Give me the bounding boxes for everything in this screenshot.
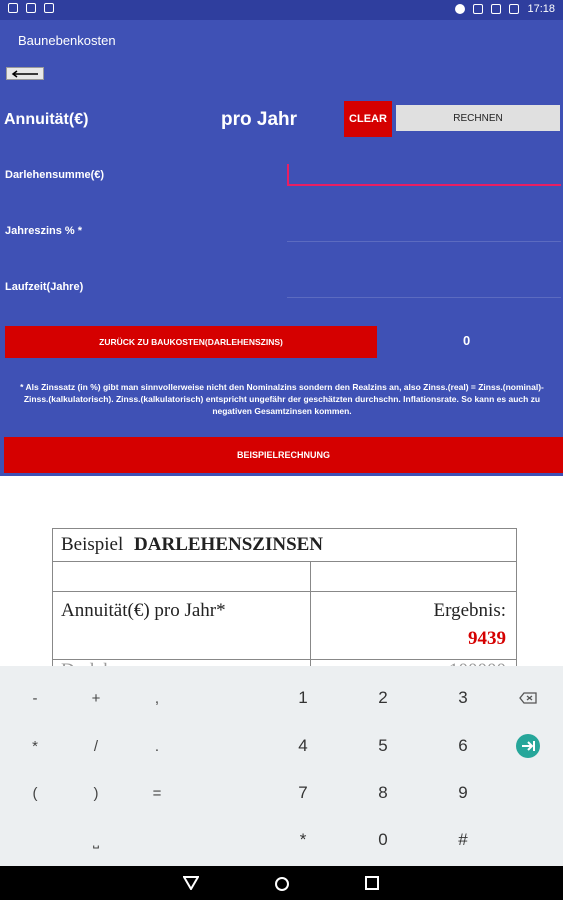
zins-label: Jahreszins % * [5, 225, 83, 237]
settings-icon [44, 3, 54, 13]
key-4[interactable]: 4 [298, 736, 308, 755]
key-hash[interactable]: # [458, 830, 468, 849]
key-3[interactable]: 3 [458, 688, 468, 707]
app-bar [0, 20, 563, 64]
next-arrow-icon [516, 734, 540, 758]
zins-input[interactable] [287, 220, 561, 242]
darlehen-input[interactable] [287, 164, 561, 186]
key-asterisk[interactable]: * [32, 737, 38, 755]
example-table [52, 528, 517, 683]
recents-nav-icon[interactable] [365, 876, 379, 890]
table-cell [53, 562, 311, 592]
beispielrechnung-button[interactable]: BEISPIELRECHNUNG [4, 437, 563, 473]
key-9[interactable]: 9 [458, 783, 468, 802]
key-8[interactable]: 8 [378, 783, 388, 802]
darlehen-label: Darlehensumme(€) [5, 169, 105, 181]
annuitat-label: Annuität(€) [4, 111, 89, 128]
key-open-paren[interactable]: ( [32, 784, 38, 802]
back-button[interactable] [6, 67, 44, 80]
key-space[interactable]: ⎵ [92, 831, 99, 849]
home-nav-icon[interactable] [274, 876, 290, 892]
notification-icon [8, 3, 18, 13]
wifi-icon [473, 4, 483, 14]
calculator-form [0, 64, 563, 476]
rechnen-button[interactable]: RECHNEN [396, 105, 560, 131]
signal-icon [491, 4, 501, 14]
back-nav-icon[interactable] [183, 876, 199, 890]
app-title: Baunebenkosten [18, 33, 116, 48]
result-value: 0 [463, 333, 471, 348]
navigation-bar [0, 866, 563, 900]
next-key[interactable] [498, 726, 558, 766]
key-5[interactable]: 5 [378, 736, 388, 755]
key-comma[interactable]: , [154, 689, 160, 707]
example-title [53, 529, 517, 562]
key-0[interactable]: 0 [378, 830, 388, 849]
laufzeit-label: Laufzeit(Jahre) [5, 281, 84, 293]
example-title-prefix: Beispiel [61, 534, 124, 555]
pro-jahr-label: pro Jahr [221, 109, 298, 130]
key-plus[interactable]: + [91, 689, 101, 707]
image-icon [26, 3, 36, 13]
backspace-icon [519, 692, 537, 704]
backspace-key[interactable] [498, 678, 558, 718]
sync-icon [455, 4, 465, 14]
status-time: 17:18 [527, 3, 555, 15]
clear-button[interactable]: CLEAR [344, 101, 392, 137]
annuitat-row-label: Annuität(€) pro Jahr* [53, 592, 311, 660]
table-cell [311, 562, 517, 592]
key-6[interactable]: 6 [458, 736, 468, 755]
battery-icon [509, 4, 519, 14]
key-star[interactable]: * [299, 830, 307, 849]
zuruck-button[interactable]: ZURÜCK ZU BAUKOSTEN(DARLEHENSZINS) [5, 326, 377, 358]
key-close-paren[interactable]: ) [93, 784, 99, 802]
key-minus[interactable]: - [32, 689, 38, 707]
key-period[interactable]: . [154, 737, 160, 755]
numeric-keyboard [0, 666, 563, 866]
example-title-bold: DARLEHENSZINSEN [134, 534, 324, 555]
ergebnis-cell [311, 592, 517, 660]
key-2[interactable]: 2 [378, 688, 388, 707]
status-bar [0, 0, 563, 20]
key-1[interactable]: 1 [298, 688, 308, 707]
arrow-left-icon [10, 70, 40, 78]
zinssatz-note: * Als Zinssatz (in %) gibt man sinnvollerweise nicht den Nominalzins sondern den Realzins an, also Zinss.(real) = Zinss.(nominal)-Zinss.(kalkulatorisch). Zinss.(kalkulatorisch) entspricht ungefähr der geschätzten durchschn. Inflationsrate. So kann es auch zu negativen Gesamtzinsen kommen. [20, 382, 544, 416]
ergebnis-value: 9439 [468, 628, 506, 649]
ergebnis-label: Ergebnis: [433, 600, 506, 621]
laufzeit-input[interactable] [287, 276, 561, 298]
key-equals[interactable]: = [152, 784, 162, 802]
key-slash[interactable]: / [93, 737, 99, 755]
key-7[interactable]: 7 [298, 783, 308, 802]
